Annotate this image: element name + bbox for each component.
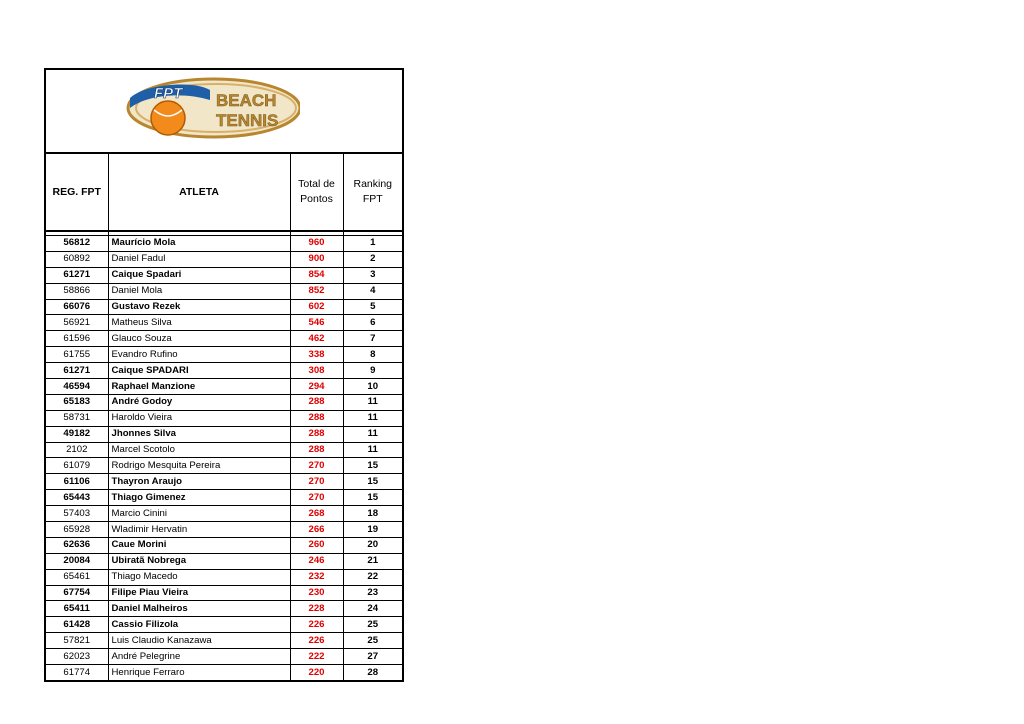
points-cell: 228: [290, 601, 343, 617]
table-row: [46, 363, 402, 379]
points-cell: 288: [290, 426, 343, 442]
athlete-name-cell: Ubiratã Nobrega: [108, 553, 290, 569]
athlete-name-cell: Matheus Silva: [108, 315, 290, 331]
athlete-name-cell: Rodrigo Mesquita Pereira: [108, 458, 290, 474]
rank-cell: 9: [343, 363, 402, 379]
reg-cell: 49182: [46, 426, 108, 442]
header-total: [290, 154, 343, 231]
table-row: [46, 251, 402, 267]
points-cell: 270: [290, 490, 343, 506]
reg-cell: 65443: [46, 490, 108, 506]
athlete-name-cell: Haroldo Vieira: [108, 410, 290, 426]
reg-cell: 65411: [46, 601, 108, 617]
table-row: [46, 474, 402, 490]
reg-cell: 56812: [46, 236, 108, 252]
rank-cell: 3: [343, 267, 402, 283]
rank-cell: 11: [343, 426, 402, 442]
rank-cell: 2: [343, 251, 402, 267]
points-cell: 308: [290, 363, 343, 379]
reg-cell: 67754: [46, 585, 108, 601]
rank-cell: 25: [343, 633, 402, 649]
points-cell: 220: [290, 665, 343, 680]
athlete-name-cell: Evandro Rufino: [108, 347, 290, 363]
rank-cell: 24: [343, 601, 402, 617]
table-row: [46, 458, 402, 474]
points-cell: 288: [290, 410, 343, 426]
points-cell: 900: [290, 251, 343, 267]
header-rank: [343, 154, 402, 231]
athlete-name-cell: Thiago Macedo: [108, 569, 290, 585]
table-row: [46, 490, 402, 506]
table-row: [46, 601, 402, 617]
reg-cell: 65461: [46, 569, 108, 585]
athlete-name-cell: Maurício Mola: [108, 236, 290, 252]
athlete-name-cell: Henrique Ferraro: [108, 665, 290, 680]
table-row: [46, 426, 402, 442]
logo-header: [46, 70, 402, 154]
rank-cell: 28: [343, 665, 402, 680]
table-row: [46, 617, 402, 633]
athlete-name-cell: Thayron Araujo: [108, 474, 290, 490]
points-cell: 854: [290, 267, 343, 283]
reg-cell: 61774: [46, 665, 108, 680]
table-row: [46, 633, 402, 649]
athlete-name-cell: Caique SPADARI: [108, 363, 290, 379]
table-row: [46, 379, 402, 395]
table-row: [46, 394, 402, 410]
reg-cell: 62636: [46, 537, 108, 553]
athlete-name-cell: Daniel Mola: [108, 283, 290, 299]
reg-cell: 56921: [46, 315, 108, 331]
athlete-name-cell: Gustavo Rezek: [108, 299, 290, 315]
rank-cell: 27: [343, 649, 402, 665]
points-cell: 226: [290, 633, 343, 649]
logo-line1: BEACH: [216, 91, 277, 110]
table-row: [46, 283, 402, 299]
rank-cell: 11: [343, 442, 402, 458]
athlete-name-cell: Marcio Cinini: [108, 506, 290, 522]
athlete-name-cell: André Pelegrine: [108, 649, 290, 665]
table-row: [46, 315, 402, 331]
table-row: [46, 569, 402, 585]
rank-cell: 22: [343, 569, 402, 585]
points-cell: 288: [290, 442, 343, 458]
table-row: [46, 506, 402, 522]
rank-cell: 21: [343, 553, 402, 569]
header-rank-line2: FPT: [362, 193, 383, 205]
points-cell: 546: [290, 315, 343, 331]
reg-cell: 58866: [46, 283, 108, 299]
rank-cell: 1: [343, 236, 402, 252]
athlete-name-cell: Cassio Filizola: [108, 617, 290, 633]
points-cell: 852: [290, 283, 343, 299]
table-row: [46, 442, 402, 458]
rank-cell: 18: [343, 506, 402, 522]
table-row: [46, 585, 402, 601]
table-row: [46, 267, 402, 283]
rank-cell: 6: [343, 315, 402, 331]
table-row: [46, 522, 402, 538]
athlete-name-cell: Caique Spadari: [108, 267, 290, 283]
table-row: [46, 299, 402, 315]
reg-cell: 62023: [46, 649, 108, 665]
points-cell: 270: [290, 458, 343, 474]
points-cell: 462: [290, 331, 343, 347]
points-cell: 226: [290, 617, 343, 633]
rank-cell: 15: [343, 474, 402, 490]
points-cell: 266: [290, 522, 343, 538]
points-cell: 260: [290, 537, 343, 553]
points-cell: 338: [290, 347, 343, 363]
reg-cell: 61079: [46, 458, 108, 474]
reg-cell: 60892: [46, 251, 108, 267]
ranking-table: [46, 154, 402, 680]
table-row: [46, 649, 402, 665]
rank-cell: 5: [343, 299, 402, 315]
header-reg: REG. FPT: [46, 154, 108, 231]
reg-cell: 61106: [46, 474, 108, 490]
rank-cell: 19: [343, 522, 402, 538]
athlete-name-cell: Glauco Souza: [108, 331, 290, 347]
table-row: [46, 331, 402, 347]
reg-cell: 61271: [46, 267, 108, 283]
points-cell: 288: [290, 394, 343, 410]
athlete-name-cell: Raphael Manzione: [108, 379, 290, 395]
table-row: [46, 236, 402, 252]
rank-cell: 15: [343, 458, 402, 474]
points-cell: 222: [290, 649, 343, 665]
athlete-name-cell: Daniel Fadul: [108, 251, 290, 267]
athlete-name-cell: Thiago Gimenez: [108, 490, 290, 506]
table-row: [46, 537, 402, 553]
reg-cell: 2102: [46, 442, 108, 458]
points-cell: 960: [290, 236, 343, 252]
athlete-name-cell: Wladimir Hervatin: [108, 522, 290, 538]
rank-cell: 23: [343, 585, 402, 601]
rank-cell: 15: [343, 490, 402, 506]
header-total-line2: Pontos: [300, 193, 333, 205]
header-rank-line1: Ranking: [353, 178, 393, 190]
athlete-name-cell: André Godoy: [108, 394, 290, 410]
ranking-sheet: [44, 68, 404, 682]
points-cell: 602: [290, 299, 343, 315]
points-cell: 232: [290, 569, 343, 585]
athlete-name-cell: Filipe Piau Vieira: [108, 585, 290, 601]
points-cell: 270: [290, 474, 343, 490]
table-row: [46, 665, 402, 680]
table-row: [46, 347, 402, 363]
reg-cell: 46594: [46, 379, 108, 395]
header-atleta: ATLETA: [108, 154, 290, 231]
athlete-name-cell: Marcel Scotolo: [108, 442, 290, 458]
fpt-beach-tennis-logo: [124, 76, 300, 142]
reg-cell: 61755: [46, 347, 108, 363]
rank-cell: 20: [343, 537, 402, 553]
header-total-line1: Total de: [298, 178, 335, 190]
reg-cell: 20084: [46, 553, 108, 569]
rank-cell: 4: [343, 283, 402, 299]
table-row: [46, 553, 402, 569]
athlete-name-cell: Jhonnes Silva: [108, 426, 290, 442]
athlete-name-cell: Caue Morini: [108, 537, 290, 553]
table-row: [46, 410, 402, 426]
reg-cell: 61271: [46, 363, 108, 379]
logo-line2: TENNIS: [216, 111, 279, 130]
rank-cell: 7: [343, 331, 402, 347]
points-cell: 230: [290, 585, 343, 601]
rank-cell: 11: [343, 394, 402, 410]
rank-cell: 11: [343, 410, 402, 426]
logo-badge-text: FPT: [154, 85, 183, 102]
reg-cell: 65183: [46, 394, 108, 410]
athlete-name-cell: Daniel Malheiros: [108, 601, 290, 617]
reg-cell: 57821: [46, 633, 108, 649]
rank-cell: 10: [343, 379, 402, 395]
reg-cell: 57403: [46, 506, 108, 522]
points-cell: 246: [290, 553, 343, 569]
reg-cell: 58731: [46, 410, 108, 426]
reg-cell: 65928: [46, 522, 108, 538]
athlete-name-cell: Luis Claudio Kanazawa: [108, 633, 290, 649]
rank-cell: 8: [343, 347, 402, 363]
reg-cell: 61596: [46, 331, 108, 347]
reg-cell: 66076: [46, 299, 108, 315]
rank-cell: 25: [343, 617, 402, 633]
points-cell: 294: [290, 379, 343, 395]
reg-cell: 61428: [46, 617, 108, 633]
points-cell: 268: [290, 506, 343, 522]
